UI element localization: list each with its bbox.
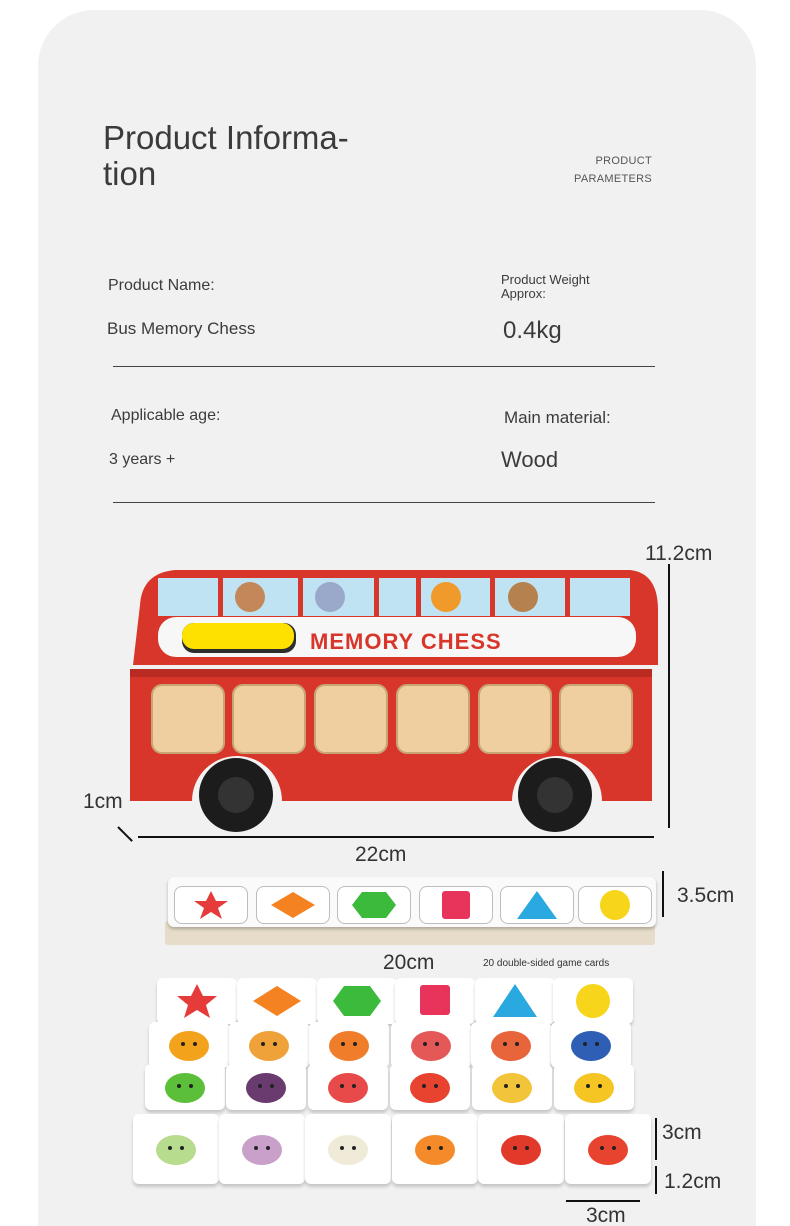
shape-tray: [165, 873, 655, 945]
card-excavator: [149, 1022, 229, 1068]
ship-icon: [321, 1025, 377, 1065]
age-label: Applicable age:: [111, 407, 221, 424]
card-size-dim-line: [655, 1118, 657, 1160]
garlic-icon: [320, 1129, 376, 1169]
police-car-icon: [563, 1025, 619, 1065]
cow-icon: [508, 582, 538, 612]
age-value: 3 years +: [109, 451, 176, 468]
card-mangosteen: [226, 1064, 306, 1110]
product-name-value: Bus Memory Chess: [107, 319, 256, 338]
cabbage-icon: [148, 1129, 204, 1169]
slot-hexagon: [337, 886, 411, 924]
bus-height-dim: 11.2cm: [645, 542, 713, 565]
slot-star: [174, 886, 248, 924]
bus-illustration: [130, 565, 660, 835]
card-width-dim: 3cm: [586, 1204, 626, 1226]
truck-icon: [483, 1025, 539, 1065]
weight-label: [501, 273, 590, 301]
excavator-icon: [161, 1025, 217, 1065]
card-cabbage: [133, 1114, 219, 1184]
bus-upper-windows: [158, 578, 630, 616]
bus-sign-text: MEMORY CHESS: [310, 629, 502, 654]
bus-depth-dim: 1cm: [83, 790, 123, 813]
material-value: Wood: [501, 447, 559, 472]
card-size-dim: 3cm: [662, 1121, 702, 1144]
slot-triangle: [500, 886, 574, 924]
card-garlic: [305, 1114, 391, 1184]
card-bicycle: [391, 1022, 471, 1068]
card-star: [157, 978, 237, 1024]
card-tomato: [565, 1114, 651, 1184]
starfruit-icon: [566, 1067, 622, 1107]
card-diamond: [237, 978, 317, 1024]
page-title: [103, 120, 403, 192]
tomato-icon: [402, 1067, 458, 1107]
card-onion: [219, 1114, 305, 1184]
tomato-icon: [580, 1129, 636, 1169]
params-caption: [574, 152, 652, 188]
card-square: [395, 978, 475, 1024]
page-title-line2: tion: [103, 155, 157, 192]
tray-width-dim: 20cm: [383, 951, 435, 974]
pear-icon: [484, 1067, 540, 1107]
weight-label-line2: Approx:: [501, 286, 546, 301]
airplane-icon: [241, 1025, 297, 1065]
yellow-slider: [182, 623, 294, 649]
card-police-car: [551, 1022, 631, 1068]
card-pepper: [478, 1114, 564, 1184]
slot-circle: [578, 886, 652, 924]
cards-note: 20 double-sided game cards: [483, 958, 610, 969]
monkey-icon: [235, 582, 265, 612]
square-icon: [405, 980, 465, 1022]
triangle-icon: [485, 980, 545, 1022]
diamond-icon: [247, 980, 307, 1022]
tray-height-dim-line: [662, 871, 664, 917]
circle-icon: [563, 980, 623, 1022]
card-ship: [309, 1022, 389, 1068]
slot-square: [419, 886, 493, 924]
onion-icon: [234, 1129, 290, 1169]
hexagon-icon: [327, 980, 387, 1022]
card-circle: [553, 978, 633, 1024]
height-dim-line: [668, 564, 670, 828]
star-icon: [167, 980, 227, 1022]
card-pear: [472, 1064, 552, 1110]
card-starfruit: [554, 1064, 634, 1110]
mangosteen-icon: [238, 1067, 294, 1107]
params-line1: PRODUCT: [595, 155, 652, 167]
product-name-label: Product Name:: [108, 277, 215, 294]
material-label: Main material:: [504, 408, 611, 427]
divider: [113, 502, 655, 503]
page-title-line1: Product Informa-: [103, 119, 349, 156]
bus-width-dim: 22cm: [355, 843, 407, 866]
hippo-icon: [315, 582, 345, 612]
card-apple: [145, 1064, 225, 1110]
apple-icon: [157, 1067, 213, 1107]
bicycle-icon: [403, 1025, 459, 1065]
card-hexagon: [317, 978, 397, 1024]
card-watermelon: [308, 1064, 388, 1110]
pepper-icon: [493, 1129, 549, 1169]
card-tomato: [390, 1064, 470, 1110]
tiger-icon: [431, 582, 461, 612]
params-line2: PARAMETERS: [574, 173, 652, 185]
weight-label-line1: Product Weight: [501, 272, 590, 287]
card-airplane: [229, 1022, 309, 1068]
slot-diamond: [256, 886, 330, 924]
weight-value: 0.4kg: [503, 317, 562, 344]
width-dim-line: [138, 836, 654, 838]
card-truck: [471, 1022, 551, 1068]
card-carrot: [392, 1114, 478, 1184]
tray-height-dim: 3.5cm: [677, 884, 735, 907]
card-triangle: [475, 978, 555, 1024]
card-thickness-dim-line: [655, 1166, 657, 1194]
card-width-dim-line: [566, 1200, 640, 1202]
watermelon-icon: [320, 1067, 376, 1107]
divider: [113, 366, 655, 367]
tray-top: [168, 877, 656, 927]
card-thickness-dim: 1.2cm: [664, 1170, 722, 1193]
carrot-icon: [407, 1129, 463, 1169]
